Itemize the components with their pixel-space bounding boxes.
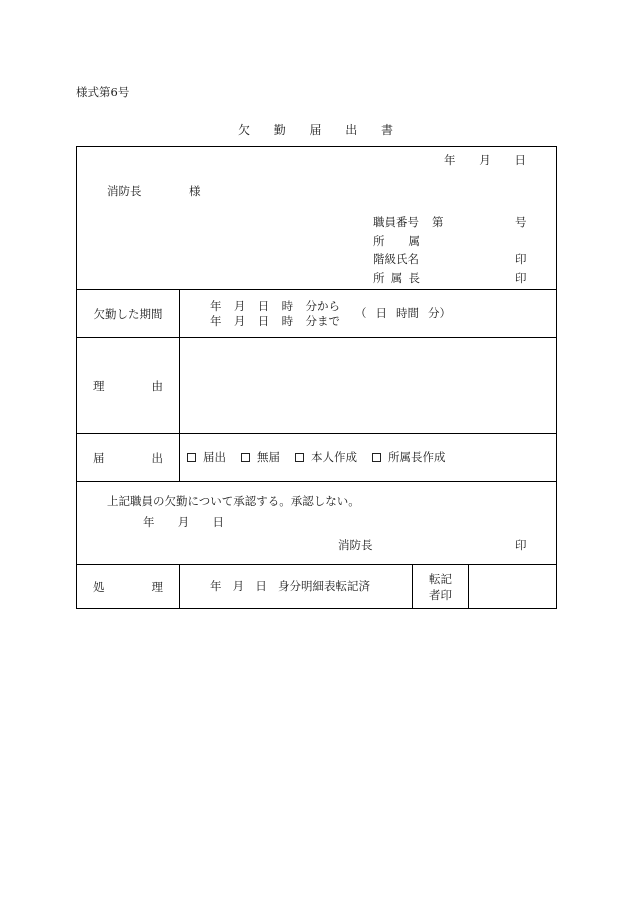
addressee-honorific: 様 [189, 184, 201, 198]
text-segment: 処 [93, 579, 105, 594]
text-segment: 日 [255, 579, 267, 593]
text-segment: 由 [151, 378, 163, 393]
text-segment: 分まで [305, 314, 340, 328]
addressee: 消防長 [107, 184, 142, 198]
checkbox-notified[interactable] [187, 453, 196, 462]
text-segment: 時 [281, 299, 294, 313]
approval-statement: 上記職員の欠勤について承認する。承認しない。 [107, 494, 360, 508]
option-label: 本人作成 [311, 450, 357, 464]
transcriber-cell [412, 565, 469, 608]
record-transfer-note [210, 579, 370, 593]
applicant-seal-mark: 印 [515, 252, 527, 266]
reason-label-cell [77, 338, 180, 433]
text-segment: 属 [390, 271, 403, 285]
option-label: 所属長作成 [388, 450, 446, 464]
transcriber-seal-label: 転記者印 [429, 571, 452, 602]
checkbox-self-prepared[interactable] [295, 453, 304, 462]
processing-label-cell [77, 565, 180, 608]
text-segment: 日 [212, 515, 224, 529]
text-segment: 欠 [238, 123, 251, 137]
text-segment: 月 [177, 515, 190, 529]
notification-option [295, 450, 357, 464]
text-segment: 勤 [273, 123, 286, 137]
notification-option [187, 450, 226, 464]
option-label: 届出 [203, 450, 226, 464]
notification-label [93, 451, 163, 465]
processing-label [93, 580, 163, 594]
text-segment: 日 [257, 299, 270, 313]
staff-number-prefix: 第 [432, 215, 444, 229]
staff-number-suffix: 号 [515, 215, 527, 229]
rank-name-label: 階級氏名 [373, 252, 419, 266]
text-segment: 月 [232, 579, 245, 593]
text-segment: 日 [514, 153, 526, 167]
reason-row [76, 337, 557, 433]
absence-period-label-cell [77, 290, 180, 337]
text-segment: 分から [305, 299, 340, 313]
notification-row [76, 433, 557, 481]
approval-section [76, 481, 557, 564]
text-segment: 年 [143, 515, 155, 529]
absence-period-label: 欠勤した期間 [93, 306, 163, 321]
text-segment: 長 [408, 271, 420, 285]
text-segment: 日 [257, 314, 270, 328]
text-segment: 所 [373, 234, 385, 248]
text-segment: 属 [408, 234, 420, 248]
form-number: 様式第6号 [76, 85, 130, 99]
text-segment: 出 [345, 123, 358, 137]
text-segment: 月 [479, 153, 491, 167]
text-segment: 理 [151, 579, 163, 594]
approval-signer: 消防長 [338, 538, 373, 552]
text-segment: 分） [428, 306, 451, 320]
absence-period-row [76, 289, 557, 337]
notification-label-cell [77, 434, 180, 481]
text-segment: 日 [375, 306, 387, 320]
option-label: 無届 [257, 450, 280, 464]
notification-options [187, 450, 461, 464]
transcriber-seal-area [468, 565, 556, 608]
text-segment: 月 [233, 314, 246, 328]
period-end [210, 314, 340, 328]
text-segment: 年 [210, 314, 222, 328]
document-title [238, 123, 393, 137]
checkbox-chief-prepared[interactable] [372, 453, 381, 462]
text-segment: 時間 [396, 306, 419, 320]
approval-seal-mark: 印 [515, 538, 527, 552]
period-start [210, 299, 340, 313]
checkbox-unnotified[interactable] [241, 453, 250, 462]
text-segment: 届 [309, 123, 322, 137]
reason-label [93, 379, 163, 393]
text-segment: 所 [373, 271, 385, 285]
text-segment: 月 [233, 299, 246, 313]
absence-duration [355, 306, 451, 320]
text-segment: 身分明細表転記済 [277, 579, 370, 593]
text-segment: 年 [210, 299, 222, 313]
notification-option [241, 450, 280, 464]
text-segment: 出 [151, 450, 163, 465]
text-segment: 理 [93, 378, 105, 393]
processing-row [76, 564, 557, 609]
department-chief-label [373, 271, 420, 285]
department-chief-seal-mark: 印 [515, 271, 527, 285]
submission-date [444, 153, 526, 167]
text-segment: 時 [281, 314, 294, 328]
staff-number-label: 職員番号 [373, 215, 419, 229]
text-segment: 届 [93, 450, 105, 465]
applicant-section [76, 146, 557, 289]
text-segment: 書 [380, 123, 393, 137]
approval-date [143, 515, 224, 529]
text-segment: （ [355, 306, 367, 320]
notification-option [372, 450, 446, 464]
reason-writing-area [180, 338, 556, 433]
text-segment: 年 [444, 153, 456, 167]
text-segment: 年 [210, 579, 222, 593]
affiliation-label [373, 234, 420, 248]
